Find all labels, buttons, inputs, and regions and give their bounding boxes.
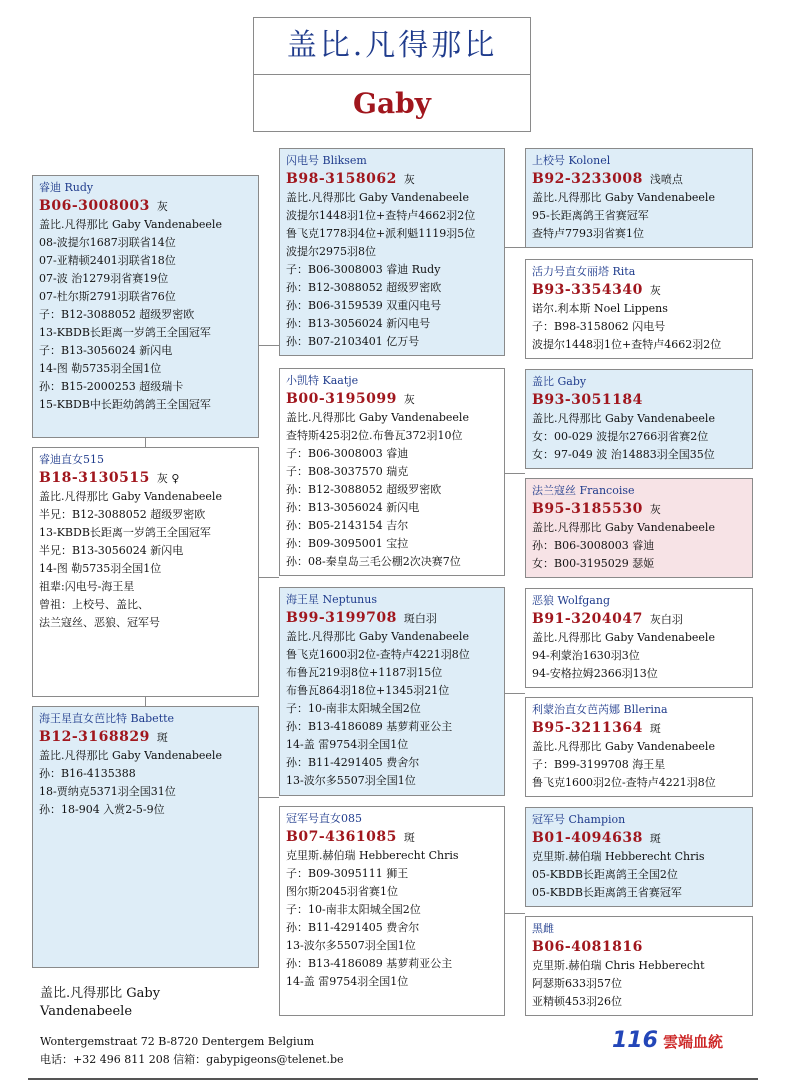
pigeon-details (532, 300, 746, 354)
pigeon-details (532, 629, 746, 683)
color-label: 斑 (403, 831, 415, 844)
detail-line: 波提尔1448羽1位+查特卢4662羽2位 (286, 209, 476, 222)
color-label: 斑 (649, 722, 661, 735)
pigeon-title: 冠军号 Champion (532, 813, 626, 826)
detail-line: 05-KBDB长距离鸽王省赛冠军 (532, 886, 682, 899)
pedigree-box-sire (525, 369, 753, 469)
ring-number: B12-3168829 (39, 729, 150, 745)
pedigree-box-sire (525, 148, 753, 248)
ring-number: B95-3211364 (532, 720, 643, 736)
detail-line: 女：B00-3195029 瑟姬 (532, 557, 655, 570)
detail-line: 曾祖：上校号、盖比、 (39, 598, 149, 611)
logo-text: 雲端血統 (663, 1033, 724, 1051)
detail-line: 鲁飞克1778羽4位+派利魁1119羽5位 (286, 227, 476, 240)
detail-line: 克里斯.赫伯瑞 Chris Hebberecht (532, 959, 705, 972)
detail-line: 08-波提尔1687羽联省14位 (39, 236, 176, 249)
connector-line (259, 797, 279, 798)
detail-line: 13-KBDB长距离一岁鸽王全国冠军 (39, 326, 211, 339)
pigeon-title: 法兰寇丝 Francoise (532, 484, 635, 497)
detail-line: 孙：B07-2103401 亿万号 (286, 335, 420, 348)
pigeon-details (532, 519, 746, 573)
breeder-contact: 电话：+32 496 811 208 信箱：gabypigeons@telenet.be (40, 1053, 344, 1066)
detail-line: 盖比.凡得那比 Gaby Vandenabeele (39, 490, 222, 503)
detail-line: 孙：B12-3088052 超级罗密欧 (286, 281, 442, 294)
pigeon-details (286, 847, 498, 991)
detail-line: 95-长距离鸽王省赛冠军 (532, 209, 649, 222)
detail-line: 女：97-049 波 治14883羽全国35位 (532, 448, 715, 461)
detail-line: 07-杜尔斯2791羽联省76位 (39, 290, 176, 303)
detail-line: 子：B98-3158062 闪电号 (532, 320, 666, 333)
pigeon-details (286, 189, 498, 351)
detail-line: 孙：B11-4291405 费舍尔 (286, 921, 420, 934)
detail-line: 盖比.凡得那比 Gaby Vandenabeele (286, 191, 469, 204)
color-label: 灰 (156, 200, 168, 213)
ring-number: B98-3158062 (286, 171, 397, 187)
pedigree-box-dam (32, 706, 259, 968)
pigeon-details (532, 410, 746, 464)
detail-line: 孙：B05-2143154 吉尔 (286, 519, 409, 532)
ring-number: B93-3354340 (532, 282, 643, 298)
pedigree-box-sire (525, 807, 753, 907)
pigeon-details (532, 848, 746, 902)
detail-line: 子：B09-3095111 狮王 (286, 867, 409, 880)
detail-line: 子：10-南非太阳城全国2位 (286, 702, 421, 715)
detail-line: 盖比.凡得那比 Gaby Vandenabeele (532, 631, 715, 644)
color-label: 灰 (649, 284, 661, 297)
detail-line: 法兰寇丝、恶狼、冠军号 (39, 616, 160, 629)
color-label: 灰白羽 (649, 613, 683, 626)
detail-line: 半兄：B13-3056024 新闪电 (39, 544, 184, 557)
detail-line: 波提尔1448羽1位+查特卢4662羽2位 (532, 338, 722, 351)
breeder-address: Wontergemstraat 72 B-8720 Dentergem Belgium (40, 1035, 315, 1048)
detail-line: 孙：18-904 入赏2-5-9位 (39, 803, 165, 816)
detail-line: 阿瑟斯633羽57位 (532, 977, 622, 990)
pigeon-title: 恶狼 Wolfgang (532, 594, 610, 607)
connector-line (145, 438, 146, 447)
detail-line: 图尔斯2045羽省赛1位 (286, 885, 398, 898)
color-label: 灰 (403, 393, 415, 406)
detail-line: 孙：B13-4186089 基萝莉亚公主 (286, 957, 453, 970)
pedigree-box-sire (279, 587, 505, 796)
detail-line: 孙：B13-4186089 基萝莉亚公主 (286, 720, 453, 733)
detail-line: 亚精顿453羽26位 (532, 995, 622, 1008)
detail-line: 盖比.凡得那比 Gaby Vandenabeele (39, 749, 222, 762)
ring-number: B06-4081816 (532, 939, 643, 955)
logo-number: 116 (612, 1028, 658, 1053)
detail-line: 查特卢7793羽省赛1位 (532, 227, 644, 240)
detail-line: 盖比.凡得那比 Gaby Vandenabeele (532, 521, 715, 534)
detail-line: 孙：B09-3095001 宝拉 (286, 537, 409, 550)
detail-line: 子：B06-3008003 睿迪 (286, 447, 409, 460)
ring-number: B01-4094638 (532, 830, 643, 846)
color-label: 斑白羽 (403, 612, 437, 625)
connector-line (505, 693, 525, 694)
connector-line (505, 913, 525, 914)
detail-line: 查特斯425羽2位.布鲁瓦372羽10位 (286, 429, 463, 442)
pigeon-title: 海王星 Neptunus (286, 593, 377, 606)
pedigree-box-dam (279, 368, 505, 576)
pigeon-title: 闪电号 Bliksem (286, 154, 367, 167)
detail-line: 盖比.凡得那比 Gaby Vandenabeele (286, 411, 469, 424)
detail-line: 盖比.凡得那比 Gaby Vandenabeele (532, 740, 715, 753)
color-label: 灰 (403, 173, 415, 186)
connector-line (505, 247, 525, 248)
connector-line (259, 345, 279, 346)
pedigree-box-sire (279, 148, 505, 356)
detail-line: 子：B13-3056024 新闪电 (39, 344, 173, 357)
detail-line: 孙：B15-2000253 超级瑞卡 (39, 380, 184, 393)
detail-line: 波提尔2975羽8位 (286, 245, 376, 258)
breeder-name: 盖比.凡得那比 (254, 18, 530, 75)
pigeon-details (39, 488, 252, 632)
pigeon-details (39, 747, 252, 819)
pigeon-title: 盖比 Gaby (532, 375, 587, 388)
detail-line: 14-图 勒5735羽全国1位 (39, 362, 162, 375)
detail-line: 诺尔.利本斯 Noel Lippens (532, 302, 668, 315)
detail-line: 94-利蒙治1630羽3位 (532, 649, 640, 662)
ring-number: B18-3130515 (39, 470, 150, 486)
ring-number: B00-3195099 (286, 391, 397, 407)
detail-line: 祖辈:闪电号-海王星 (39, 580, 135, 593)
detail-line: 子：B99-3199708 海王星 (532, 758, 666, 771)
pigeon-details (286, 628, 498, 790)
detail-line: 孙：B06-3008003 睿迪 (532, 539, 655, 552)
connector-line (505, 473, 525, 474)
site-logo (612, 1028, 723, 1053)
detail-line: 07-波 治1279羽省赛19位 (39, 272, 169, 285)
ring-number: B99-3199708 (286, 610, 397, 626)
pedigree-box-dam (525, 259, 753, 359)
detail-line: 孙：08-秦皇岛三毛公棚2次决赛7位 (286, 555, 461, 568)
pigeon-title: 小凯特 Kaatje (286, 374, 359, 387)
pedigree-box-sire (525, 588, 753, 688)
pigeon-title: 上校号 Kolonel (532, 154, 611, 167)
detail-line: 94-安格拉姆2366羽13位 (532, 667, 658, 680)
detail-line: 盖比.凡得那比 Gaby Vandenabeele (532, 412, 715, 425)
breeder-signature-line2: Vandenabeele (40, 1004, 133, 1019)
color-label: 斑 (649, 832, 661, 845)
ring-number: B06-3008003 (39, 198, 150, 214)
detail-line: 15-KBDB中长距幼鸽鸽王全国冠军 (39, 398, 211, 411)
pigeon-title: 冠军号直女085 (286, 812, 362, 825)
bottom-divider (28, 1078, 758, 1080)
pigeon-title: 黑雌 (532, 922, 554, 935)
pigeon-details (532, 189, 746, 243)
pigeon-title: 睿迪 Rudy (39, 181, 94, 194)
detail-line: 盖比.凡得那比 Gaby Vandenabeele (39, 218, 222, 231)
detail-line: 盖比.凡得那比 Gaby Vandenabeele (286, 630, 469, 643)
color-label: 浅喷点 (649, 173, 683, 186)
detail-line: 14-图 勒5735羽全国1位 (39, 562, 162, 575)
detail-line: 孙：B11-4291405 费舍尔 (286, 756, 420, 769)
detail-line: 13-波尔多5507羽全国1位 (286, 774, 416, 787)
detail-line: 18-贾纳克5371羽全国31位 (39, 785, 176, 798)
detail-line: 子：B06-3008003 睿迪 Rudy (286, 263, 441, 276)
detail-line: 05-KBDB长距离鸽王全国2位 (532, 868, 678, 881)
color-label: 灰 (649, 503, 661, 516)
detail-line: 鲁飞克1600羽2位-查特卢4221羽8位 (532, 776, 716, 789)
breeder-nickname: Gaby (353, 87, 431, 120)
detail-line: 克里斯.赫伯瑞 Hebberecht Chris (286, 849, 459, 862)
detail-line: 布鲁瓦219羽8位+1187羽15位 (286, 666, 443, 679)
detail-line: 13-KBDB长距离一岁鸽王全国冠军 (39, 526, 211, 539)
connector-line (259, 577, 279, 578)
breeder-footer (40, 985, 370, 1069)
detail-line: 14-盖 雷9754羽全国1位 (286, 738, 409, 751)
connector-line (145, 697, 146, 706)
detail-line: 女：00-029 波提尔2766羽省赛2位 (532, 430, 709, 443)
ring-number: B07-4361085 (286, 829, 397, 845)
detail-line: 子：10-南非太阳城全国2位 (286, 903, 421, 916)
detail-line: 孙：B12-3088052 超级罗密欧 (286, 483, 442, 496)
detail-line: 14-盖 雷9754羽全国1位 (286, 975, 409, 988)
detail-line: 鲁飞克1600羽2位-查特卢4221羽8位 (286, 648, 470, 661)
pigeon-details (39, 216, 252, 414)
pigeon-title: 睿迪直女515 (39, 453, 104, 466)
ring-number: B91-3204047 (532, 611, 643, 627)
detail-line: 孙：B06-3159539 双重闪电号 (286, 299, 442, 312)
breeder-signature: 盖比.凡得那比 Gaby (40, 986, 161, 1001)
pedigree-box-dam (525, 697, 753, 797)
detail-line: 07-亚精顿2401羽联省18位 (39, 254, 176, 267)
pigeon-details (286, 409, 498, 571)
detail-line: 盖比.凡得那比 Gaby Vandenabeele (532, 191, 715, 204)
detail-line: 13-波尔多5507羽全国1位 (286, 939, 416, 952)
pigeon-details (532, 738, 746, 792)
color-label: 灰 ♀ (156, 472, 180, 485)
pigeon-title: 海王星直女芭比特 Babette (39, 712, 175, 725)
pedigree-box-sibling (32, 447, 259, 697)
ring-number: B95-3185530 (532, 501, 643, 517)
header-box (253, 17, 531, 132)
detail-line: 子：B08-3037570 瑞克 (286, 465, 409, 478)
detail-line: 子：B12-3088052 超级罗密欧 (39, 308, 195, 321)
detail-line: 克里斯.赫伯瑞 Hebberecht Chris (532, 850, 705, 863)
pigeon-title: 利蒙治直女芭芮娜 Bllerina (532, 703, 668, 716)
detail-line: 孙：B13-3056024 新闪电 (286, 501, 420, 514)
pigeon-title: 活力号直女丽塔 Rita (532, 265, 636, 278)
ring-number: B92-3233008 (532, 171, 643, 187)
detail-line: 孙：B16-4135388 (39, 767, 136, 780)
color-label: 斑 (156, 731, 168, 744)
detail-line: 布鲁瓦864羽18位+1345羽21位 (286, 684, 450, 697)
pedigree-box-subject (32, 175, 259, 438)
pedigree-box-dam (525, 916, 753, 1016)
pedigree-box-dam (525, 478, 753, 578)
detail-line: 孙：B13-3056024 新闪电号 (286, 317, 431, 330)
detail-line: 半兄：B12-3088052 超级罗密欧 (39, 508, 206, 521)
pigeon-details (532, 957, 746, 1011)
ring-number: B93-3051184 (532, 392, 643, 408)
